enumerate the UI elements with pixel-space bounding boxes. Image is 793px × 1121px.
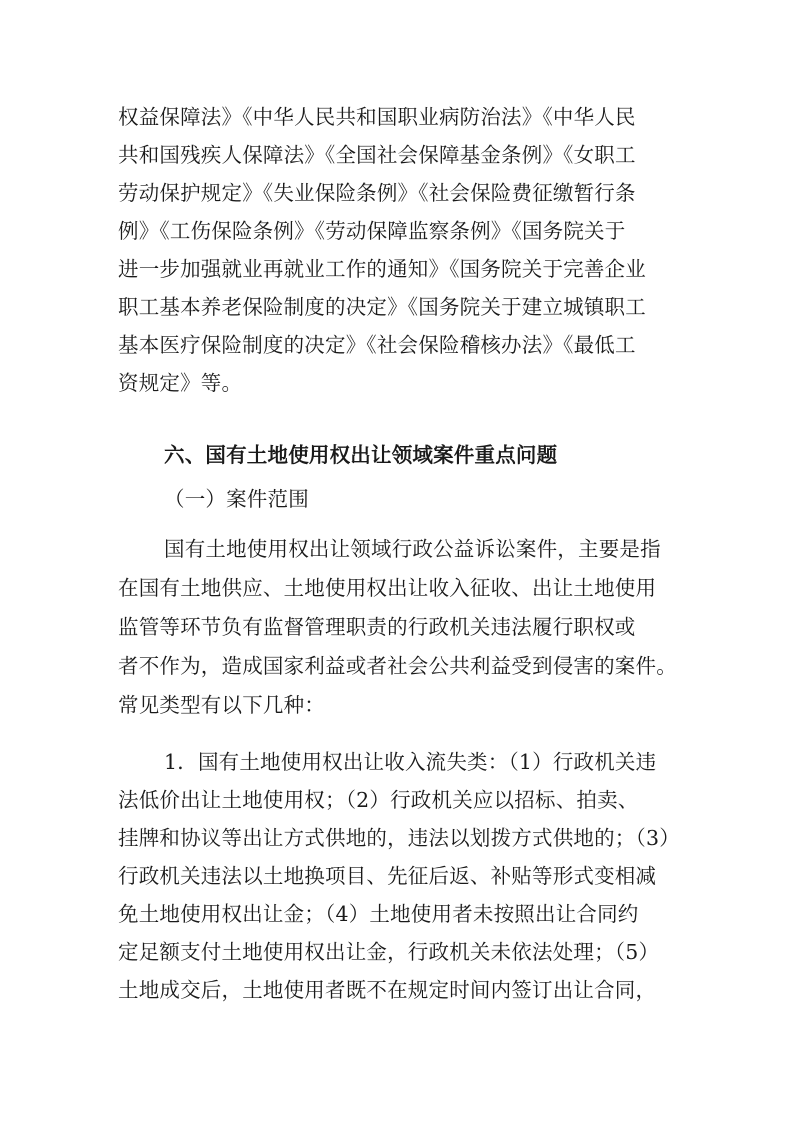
section-heading: 六、国有土地使用权出让领域案件重点问题 [164, 443, 558, 467]
text-line: 免土地使用权出让金；（4）土地使用者未按照出让合同约 [118, 902, 639, 926]
text-line: 在国有土地供应、土地使用权出让收入征收、出让土地使用 [118, 576, 657, 600]
text-line: 者不作为，造成国家利益或者社会公共利益受到侵害的案件。 [118, 654, 677, 678]
text-line: 1．国有土地使用权出让收入流失类：（1）行政机关违 [164, 750, 657, 774]
text-line: 监管等环节负有监督管理职责的行政机关违法履行职权或 [118, 615, 636, 639]
subsection-heading: （一）案件范围 [164, 487, 309, 511]
text-line: 土地成交后，土地使用者既不在规定时间内签订出让合同， [118, 978, 657, 1002]
text-line: 国有土地使用权出让领域行政公益诉讼案件，主要是指 [164, 537, 661, 561]
text-line: 基本医疗保险制度的决定》《社会保险稽核办法》《最低工 [118, 333, 636, 357]
text-line: 常见类型有以下几种： [118, 693, 325, 717]
text-line: 职工基本养老保险制度的决定》《国务院关于建立城镇职工 [118, 295, 646, 319]
text-line: 共和国残疾人保障法》《全国社会保障基金条例》《女职工 [118, 143, 636, 167]
text-line: 挂牌和协议等出让方式供地的，违法以划拨方式供地的；（3） [118, 826, 680, 850]
text-line: 行政机关违法以土地换项目、先征后返、补贴等形式变相减 [118, 864, 657, 888]
text-line: 法低价出让土地使用权；（2）行政机关应以招标、拍卖、 [118, 788, 639, 812]
text-line: 定足额支付土地使用权出让金，行政机关未依法处理；（5） [118, 940, 660, 964]
text-line: 权益保障法》《中华人民共和国职业病防治法》《中华人民 [118, 105, 636, 129]
text-line: 劳动保护规定》《失业保险条例》《社会保险费征缴暂行条 [118, 181, 636, 205]
text-line: 资规定》等。 [118, 371, 243, 395]
text-line: 进一步加强就业再就业工作的通知》《国务院关于完善企业 [118, 257, 646, 281]
text-line: 例》《工伤保险条例》《劳动保障监察条例》《国务院关于 [118, 219, 626, 243]
